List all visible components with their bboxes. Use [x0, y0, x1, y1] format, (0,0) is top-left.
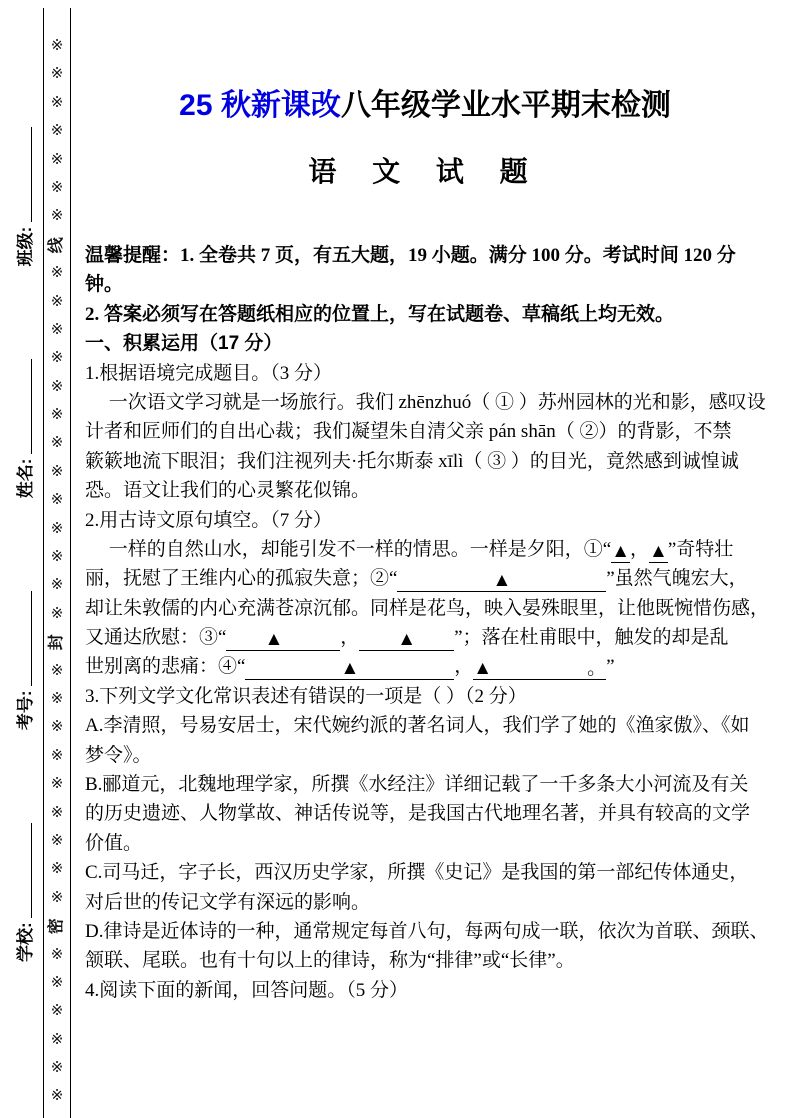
text-line [85, 564, 780, 593]
text-line [85, 447, 780, 476]
text-segment: 3.下列文学文化常识表述有错误的一项是（ ）（2 分） [85, 685, 527, 707]
text-segment: 一次语文学习就是一场旅行。我们 zhēnzhuó（ ① ）苏州园林的光和影，感叹设 [85, 391, 766, 413]
page-title-accent: 25 秋新课改 [179, 89, 341, 122]
text-segment: 计者和匠师们的自出心裁；我们凝望朱自清父亲 pán shān（ ②）的背影，不禁 [85, 421, 732, 443]
seal-mark: ※ [50, 1060, 64, 1077]
field-blank-line [31, 359, 32, 454]
page-subtitle: 语 文 试 题 [308, 156, 542, 187]
text-line [85, 594, 780, 623]
field-blank-line [31, 591, 32, 686]
text-segment: C.司马迁，字子长，西汉历史学家，所撰《史记》是我国的第一部纪传体通史， [85, 862, 749, 884]
text-line [85, 770, 780, 799]
text-segment: 价值。 [85, 832, 143, 854]
seal-mark: ※ [50, 605, 64, 622]
seal-mark: ※ [50, 66, 64, 83]
text-line [85, 476, 780, 505]
answer-blank-underline: ▲ [611, 540, 630, 562]
seal-mark: ※ [50, 208, 64, 225]
text-segment: ” [606, 656, 615, 678]
text-segment: B.郦道元，北魏地理学家，所撰《水经注》详细记载了一千多条大小河流及有关 [85, 774, 749, 796]
page-title [85, 80, 765, 124]
answer-blank-underline: ▲ [245, 658, 455, 680]
text-segment: ， [454, 656, 474, 678]
seal-mark: ※ [50, 463, 64, 480]
text-line [85, 799, 780, 828]
seal-mark: ※ [50, 946, 64, 963]
text-line [85, 682, 780, 711]
text-line [85, 858, 780, 887]
text-line [85, 917, 780, 946]
student-info-field [11, 359, 36, 498]
exam-body-text [85, 241, 780, 1005]
seal-mark: ※ [50, 94, 64, 111]
seal-mark: ※ [50, 321, 64, 338]
text-segment: 又通达欣慰：③“ [85, 627, 227, 649]
text-line [85, 388, 780, 417]
field-label: 考号: [16, 685, 35, 731]
seal-mark: ※ [50, 123, 64, 140]
text-line [85, 300, 780, 329]
text-segment: 颔联、尾联。也有十句以上的律诗，称为“排律”或“长律”。 [85, 950, 575, 972]
text-line [85, 652, 780, 681]
text-line [85, 741, 780, 770]
seal-line-strip [43, 8, 71, 1118]
seal-mark: ※ [50, 435, 64, 452]
answer-blank-underline: ▲ [226, 629, 341, 651]
text-line [85, 976, 780, 1005]
text-segment: 丽，抚慰了王维内心的孤寂失意；②“ [85, 568, 398, 590]
text-line [85, 711, 780, 740]
text-segment: A.李清照，号易安居士，宋代婉约派的著名词人，我们学了她的《渔家傲》、《如 [85, 715, 750, 737]
text-line [85, 270, 780, 299]
text-line [85, 829, 780, 858]
seal-mark: ※ [50, 38, 64, 54]
seal-character: 密 [47, 918, 65, 935]
text-line [85, 946, 780, 975]
text-segment: ”奇特壮 [667, 538, 734, 560]
text-line [85, 506, 780, 535]
page-title-rest: 八年级学业水平期末检测 [340, 89, 671, 122]
student-info-field [11, 591, 36, 730]
field-blank-line [31, 127, 32, 222]
student-info-fields [6, 127, 36, 962]
text-segment: 簌簌地流下眼泪；我们注视列夫·托尔斯泰 xīlì（ ③ ）的目光，竟然感到诚惶诚 [85, 450, 739, 472]
answer-blank-underline: ▲ 。 [473, 658, 607, 680]
text-segment: 恐。语文让我们的心灵繁花似锦。 [85, 480, 371, 502]
text-line [85, 623, 780, 652]
text-line [85, 359, 780, 388]
seal-mark: ※ [50, 265, 64, 282]
text-line [85, 241, 780, 270]
seal-mark: ※ [50, 861, 64, 878]
text-segment: 却让朱敦儒的内心充满苍凉沉郁。同样是花鸟，映入晏殊眼里，让他既惋惜伤感， [85, 597, 770, 619]
field-label: 姓名: [16, 453, 35, 499]
text-segment: 温馨提醒：1. 全卷共 7 页，有五大题，19 小题。满分 100 分。考试时间 120 分 [85, 245, 736, 266]
seal-character: 线 [47, 236, 65, 253]
text-segment: 世别离的悲痛：④“ [85, 656, 246, 678]
text-segment: 梦令》。 [85, 744, 152, 766]
field-label: 班级: [16, 222, 35, 267]
seal-mark: ※ [50, 747, 64, 764]
answer-blank-underline: ▲ [649, 540, 668, 562]
text-segment: ， [340, 627, 360, 649]
seal-mark: ※ [50, 1031, 64, 1048]
seal-mark: ※ [50, 974, 64, 991]
seal-mark: ※ [50, 293, 64, 310]
seal-mark: ※ [50, 719, 64, 736]
text-line [85, 417, 780, 446]
text-segment: 的历史遗迹、人物掌故、神话传说等，是我国古代地理名著，并具有较高的文学 [85, 803, 751, 825]
seal-mark: ※ [50, 889, 64, 906]
text-segment: 4.阅读下面的新闻，回答问题。（5 分） [85, 979, 409, 1001]
text-segment: 2.用古诗文原句填空。（7 分） [85, 509, 333, 531]
student-info-field [11, 127, 36, 266]
seal-mark: ※ [50, 151, 64, 168]
seal-mark: ※ [50, 1088, 64, 1105]
text-segment: 一、积累运用（17 分） [85, 333, 283, 355]
text-segment: 2. 答案必须写在答题纸相应的位置上，写在试题卷、草稿纸上均无效。 [85, 303, 675, 325]
text-segment: 一样的自然山水，却能引发不一样的情思。一样是夕阳，①“ [85, 538, 612, 560]
seal-mark: ※ [50, 690, 64, 707]
seal-mark: ※ [50, 520, 64, 537]
seal-mark: ※ [50, 492, 64, 509]
text-segment: ”；落在杜甫眼中，触发的却是乱 [454, 627, 729, 649]
seal-mark: ※ [50, 776, 64, 793]
seal-mark: ※ [50, 662, 64, 679]
seal-mark: ※ [50, 350, 64, 367]
field-label: 学校: [16, 917, 35, 962]
seal-mark: ※ [50, 378, 64, 395]
seal-mark: ※ [50, 549, 64, 566]
text-segment: 对后世的传记文学有深远的影响。 [85, 891, 371, 913]
text-segment: 钟。 [85, 274, 124, 296]
seal-character: 封 [47, 634, 65, 651]
text-line [85, 535, 780, 564]
text-segment: 1.根据语境完成题目。（3 分） [85, 362, 333, 384]
text-segment: D.律诗是近体诗的一种，通常规定每首八句，每两句成一联，依次为首联、颈联、 [85, 920, 769, 942]
text-line [85, 329, 780, 358]
seal-mark: ※ [50, 407, 64, 424]
seal-mark: ※ [50, 179, 64, 196]
seal-mark: ※ [50, 577, 64, 594]
text-line [85, 888, 780, 917]
answer-blank-underline: ▲ [359, 629, 455, 651]
seal-mark: ※ [50, 832, 64, 849]
text-segment: ， [630, 538, 650, 560]
student-info-field [11, 823, 36, 962]
answer-blank-underline: ▲ [397, 570, 607, 592]
field-blank-line [31, 823, 32, 918]
text-segment: ”虽然气魄宏大， [606, 568, 748, 590]
seal-mark: ※ [50, 804, 64, 821]
seal-mark: ※ [50, 1003, 64, 1020]
